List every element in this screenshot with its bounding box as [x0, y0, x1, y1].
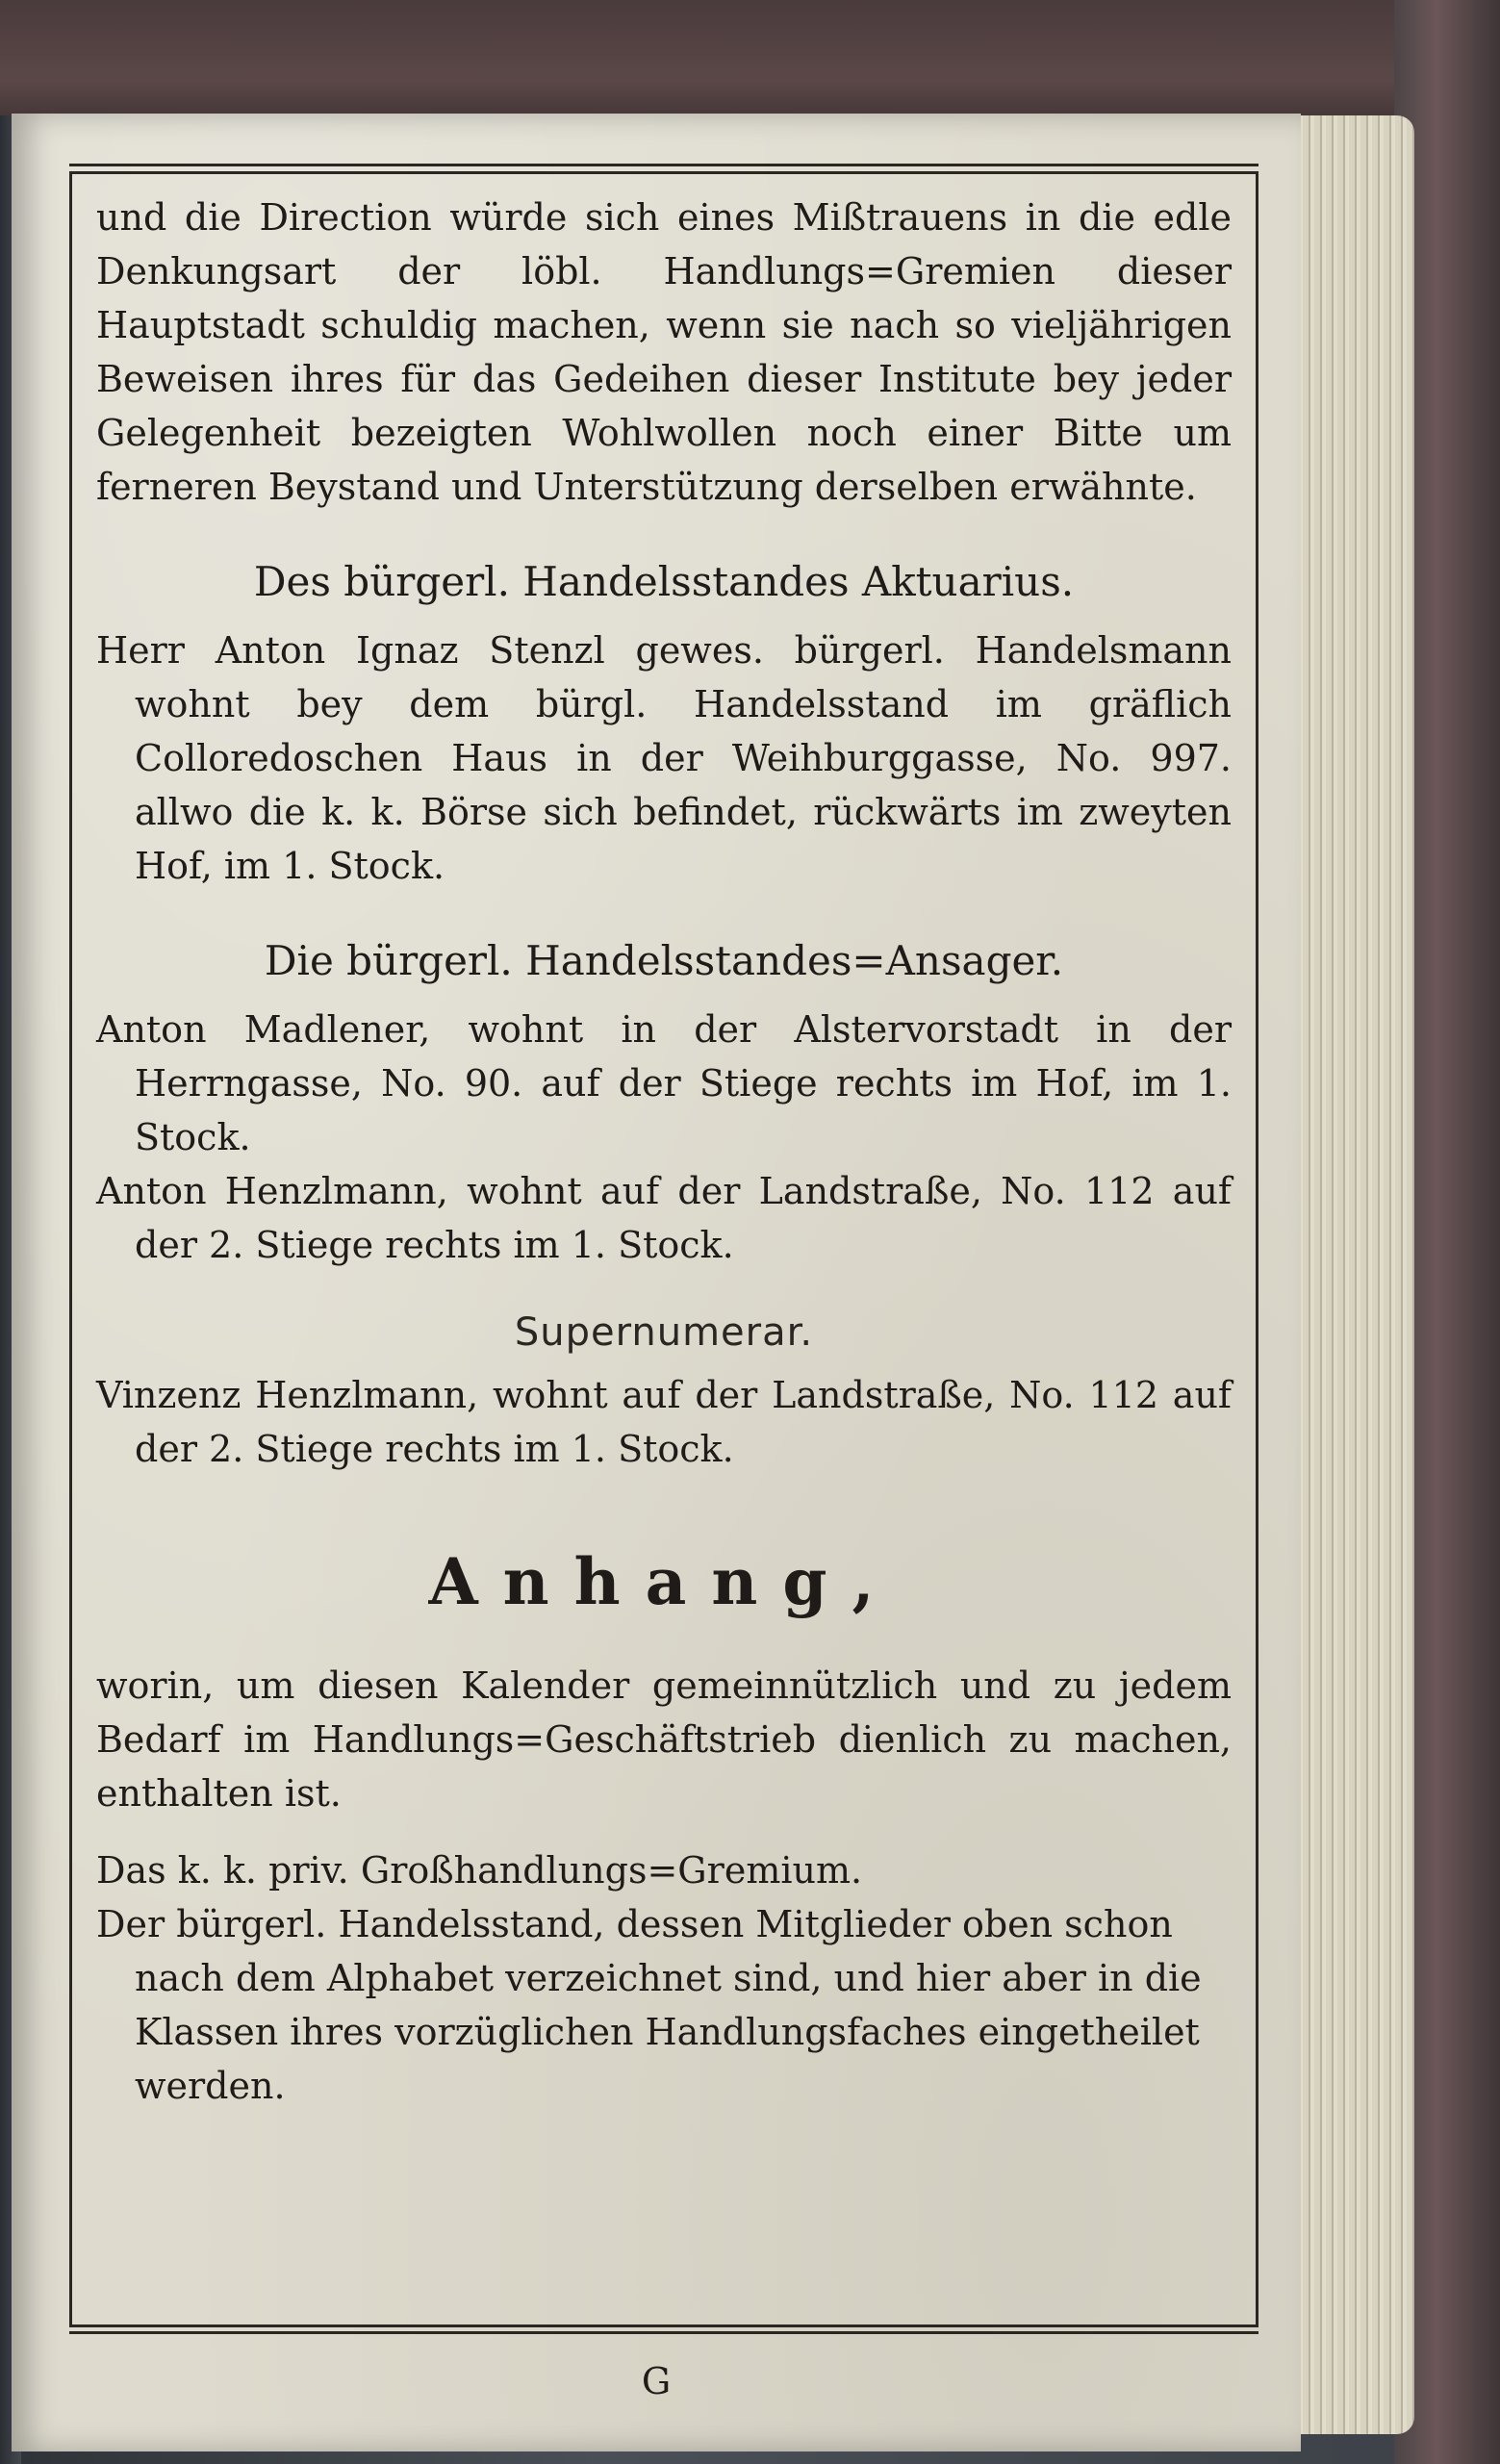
anhang-list [96, 1843, 1232, 2113]
aktuarius-entry: Herr Anton Ignaz Stenzl gewes. bürgerl. Handelsmann wohnt bey dem bürgl. Handelsstand im gräflich Colloredoschen Haus in der Weihburggasse, No. 997. allwo die k. k. Börse sich befindet, rückwärts im zweyten Hof, im 1. Stock. [96, 629, 1232, 887]
page-content [96, 191, 1232, 2113]
anhang-item: Das k. k. priv. Großhandlungs=Gremium. [96, 1849, 863, 1892]
anhang-title: Anhang, [428, 1544, 900, 1619]
ansager-heading: Die bürgerl. Handelsstandes=Ansager. [264, 937, 1064, 984]
book-page [12, 114, 1301, 2451]
signature-mark: G [641, 2360, 672, 2402]
bottom-rule [69, 2331, 1258, 2334]
ansager-entry: Anton Henzlmann, wohnt auf der Landstraße, No. 112 auf der 2. Stiege rechts im 1. Stock. [96, 1170, 1232, 1266]
ansager-entry: Anton Madlener, wohnt in der Alstervorstadt in der Herrngasse, No. 90. auf der Stiege rechts im Hof, im 1. Stock. [96, 1008, 1232, 1158]
aktuarius-heading: Des bürgerl. Handelsstandes Aktuarius. [253, 558, 1075, 605]
intro-paragraph: und die Direction würde sich eines Mißtrauens in die edle Denkungsart der löbl. Handlungs=Gremien dieser Hauptstadt schuldig machen, wenn sie nach so vieljährigen Beweisen ihres für das Gedeihen dieser Institute bey jeder Gelegenheit bezeigten Wohlwollen noch einer Bitte um ferneren Beystand und Unterstützung derselben erwähnte. [96, 196, 1232, 508]
supernumerar-entry: Vinzenz Henzlmann, wohnt auf der Landstraße, No. 112 auf der 2. Stiege rechts im 1. Stock. [96, 1374, 1232, 1470]
anhang-subtitle: worin, um diesen Kalender gemeinnützlich und zu jedem Bedarf im Handlungs=Geschäftstrieb dienlich zu machen, enthalten ist. [96, 1664, 1232, 1815]
supernumerar-heading: Supernumerar. [514, 1310, 814, 1355]
anhang-item: Der bürgerl. Handelsstand, dessen Mitglieder oben schon nach dem Alphabet verzeichnet sind, und hier aber in die Klassen ihres vorzüglichen Handlungsfaches eingetheilet werden. [96, 1903, 1202, 2107]
top-rule [69, 164, 1258, 166]
